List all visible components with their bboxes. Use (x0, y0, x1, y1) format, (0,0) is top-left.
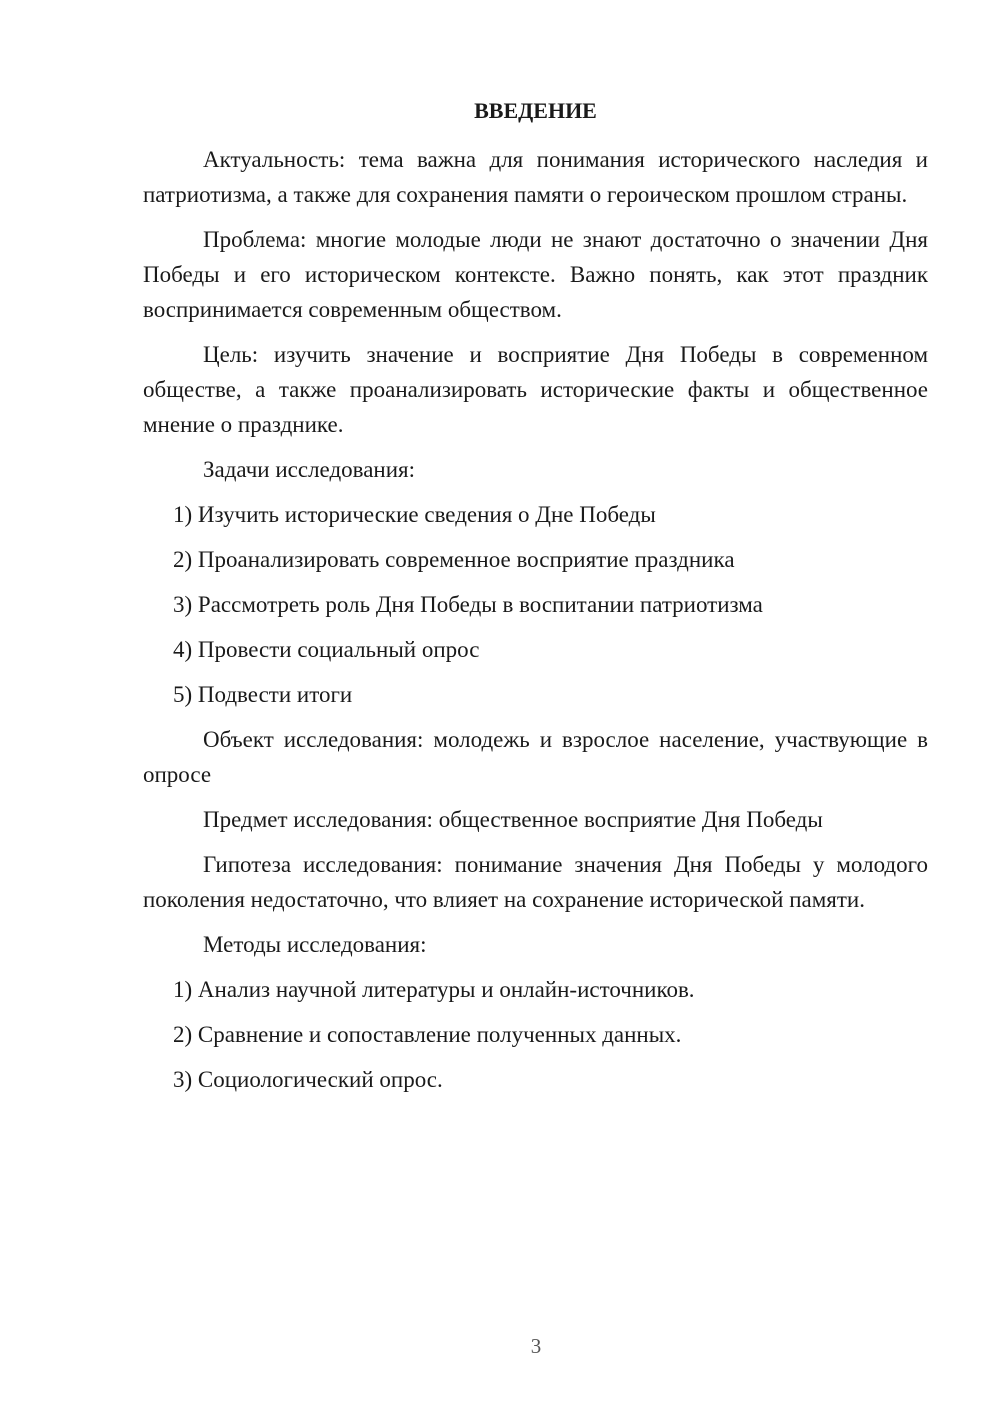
task-item-3: 3) Рассмотреть роль Дня Победы в воспитании патриотизма (173, 592, 763, 617)
page-title: ВВЕДЕНИЕ (474, 98, 597, 123)
paragraph-subject: Предмет исследования: общественное восприятие Дня Победы (203, 807, 823, 832)
tasks-list (143, 497, 928, 712)
paragraph-object: Объект исследования: молодежь и взрослое население, участвующие в опросе (143, 727, 928, 787)
task-item-2: 2) Проанализировать современное восприятие праздника (173, 547, 735, 572)
paragraph-relevance: Актуальность: тема важна для понимания исторического наследия и патриотизма, а также для сохранения памяти о героическом прошлом страны. (143, 147, 928, 207)
page-number: 3 (530, 1334, 542, 1358)
task-item-1: 1) Изучить исторические сведения о Дне Победы (173, 502, 656, 527)
paragraph-goal: Цель: изучить значение и восприятие Дня Победы в современном обществе, а также проанализировать исторические факты и общественное мнение о празднике. (143, 342, 928, 437)
tasks-heading: Задачи исследования: (203, 457, 416, 482)
method-item-3: 3) Социологический опрос. (173, 1067, 443, 1092)
method-item-1: 1) Анализ научной литературы и онлайн-источников. (173, 977, 695, 1002)
method-item-2: 2) Сравнение и сопоставление полученных данных. (173, 1022, 682, 1047)
methods-heading: Методы исследования: (203, 932, 427, 957)
paragraph-problem: Проблема: многие молодые люди не знают достаточно о значении Дня Победы и его историческом контексте. Важно понять, как этот праздник воспринимается современным обществом. (143, 227, 928, 322)
page-content (143, 96, 928, 1107)
methods-list (143, 972, 928, 1097)
task-item-5: 5) Подвести итоги (173, 682, 353, 707)
paragraph-hypothesis: Гипотеза исследования: понимание значения Дня Победы у молодого поколения недостаточно, что влияет на сохранение исторической памяти. (143, 852, 928, 912)
task-item-4: 4) Провести социальный опрос (173, 637, 480, 662)
